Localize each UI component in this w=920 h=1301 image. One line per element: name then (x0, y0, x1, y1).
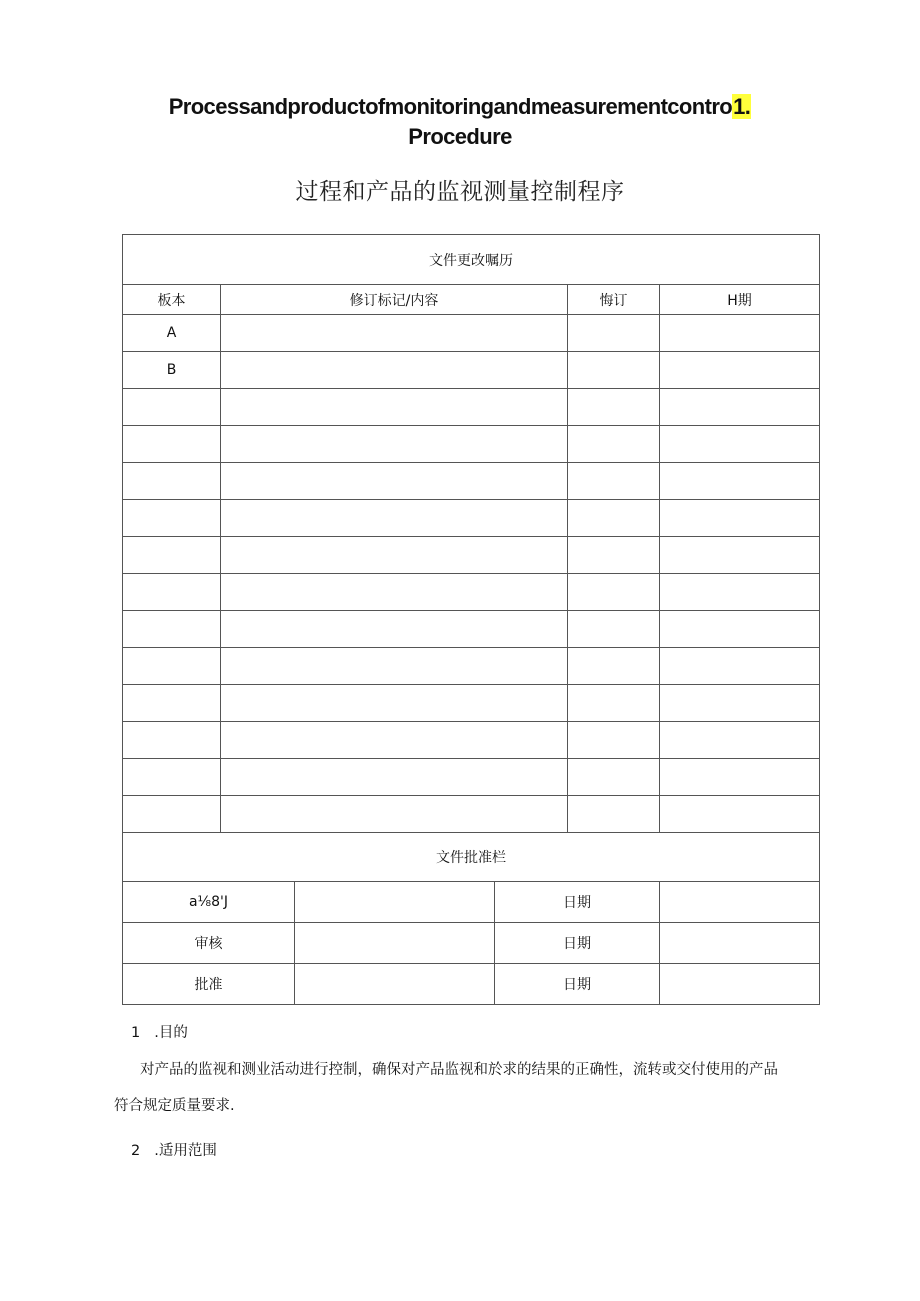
revision-version-cell (123, 426, 221, 463)
revision-reviser-cell (568, 648, 660, 685)
approval-row (123, 923, 820, 964)
section-2-number: 2 (131, 1143, 141, 1159)
approval-caption: 文件批准栏 (123, 833, 820, 882)
document-title-english (0, 92, 920, 152)
revision-version-cell (123, 574, 221, 611)
approval-date-label: 日期 (495, 882, 660, 923)
title-highlight: 1. (733, 94, 751, 119)
revision-version-cell (123, 759, 221, 796)
section-1-paragraph-line-2: 符合规定质量要求. (114, 1098, 235, 1114)
section-1-title: .目的 (154, 1025, 188, 1041)
table-row (123, 685, 820, 722)
revision-version-cell (123, 648, 221, 685)
table-row (123, 796, 820, 833)
table-row (123, 500, 820, 537)
approval-role-label: a⅛8'J (123, 882, 295, 923)
table-row (123, 759, 820, 796)
revision-date-cell (660, 611, 820, 648)
revision-version-cell (123, 500, 221, 537)
revision-reviser-cell (568, 315, 660, 352)
revision-version-cell (123, 389, 221, 426)
revision-reviser-cell (568, 537, 660, 574)
approval-signature-cell (295, 964, 495, 1005)
revision-version-cell (123, 796, 221, 833)
revision-content-cell (221, 537, 568, 574)
revision-header-row (123, 285, 820, 315)
approval-date-label: 日期 (495, 923, 660, 964)
revision-reviser-cell (568, 796, 660, 833)
revision-reviser-cell (568, 426, 660, 463)
title-line-1-main: Processandproductofmonitoringandmeasurementcontro (168, 94, 733, 119)
header-date: H期 (660, 285, 820, 315)
table-row (123, 463, 820, 500)
revision-date-cell (660, 722, 820, 759)
revision-content-cell (221, 722, 568, 759)
revision-reviser-cell (568, 463, 660, 500)
revision-reviser-cell (568, 611, 660, 648)
revision-date-cell (660, 389, 820, 426)
header-revision-content: 修订标记/内容 (221, 285, 568, 315)
revision-date-cell (660, 759, 820, 796)
revision-content-cell (221, 611, 568, 648)
table-row (123, 352, 820, 389)
revision-date-cell (660, 352, 820, 389)
approval-date-label: 日期 (495, 964, 660, 1005)
table-row (123, 722, 820, 759)
revision-date-cell (660, 796, 820, 833)
revision-date-cell (660, 315, 820, 352)
revision-date-cell (660, 500, 820, 537)
approval-signature-cell (295, 882, 495, 923)
revision-reviser-cell (568, 574, 660, 611)
revision-date-cell (660, 463, 820, 500)
table-row (123, 611, 820, 648)
approval-date-value (660, 923, 820, 964)
revision-content-cell (221, 352, 568, 389)
approval-row (123, 882, 820, 923)
table-row (123, 426, 820, 463)
table-row (123, 315, 820, 352)
approval-caption-row (123, 833, 820, 882)
revision-reviser-cell (568, 722, 660, 759)
revision-content-cell (221, 463, 568, 500)
revision-date-cell (660, 648, 820, 685)
revision-content-cell (221, 426, 568, 463)
approval-row (123, 964, 820, 1005)
revision-content-cell (221, 574, 568, 611)
revision-history-caption: 文件更改嘱历 (123, 235, 820, 285)
table-row (123, 389, 820, 426)
revision-content-cell (221, 648, 568, 685)
revision-content-cell (221, 685, 568, 722)
revision-version-cell (123, 537, 221, 574)
revision-version-cell: A (123, 315, 221, 352)
approval-role-label: 批准 (123, 964, 295, 1005)
revision-reviser-cell (568, 352, 660, 389)
revision-table (122, 234, 820, 1005)
section-1-heading (131, 1023, 188, 1043)
document-title-chinese: 过程和产品的监视测量控制程序 (295, 179, 625, 205)
revision-version-cell (123, 722, 221, 759)
header-version: 板本 (123, 285, 221, 315)
revision-reviser-cell (568, 685, 660, 722)
revision-content-cell (221, 796, 568, 833)
approval-date-value (660, 964, 820, 1005)
title-line-2: Procedure (408, 124, 512, 149)
section-1-number: 1 (131, 1025, 141, 1041)
table-row (123, 648, 820, 685)
approval-role-label: 审核 (123, 923, 295, 964)
title-line-1 (0, 92, 920, 122)
revision-date-cell (660, 426, 820, 463)
header-revised-by: 悔订 (568, 285, 660, 315)
revision-version-cell (123, 463, 221, 500)
revision-content-cell (221, 759, 568, 796)
revision-version-cell: B (123, 352, 221, 389)
approval-date-value (660, 882, 820, 923)
approval-signature-cell (295, 923, 495, 964)
table-row (123, 574, 820, 611)
section-2-title: .适用范围 (154, 1143, 217, 1159)
revision-content-cell (221, 315, 568, 352)
revision-date-cell (660, 574, 820, 611)
revision-content-cell (221, 500, 568, 537)
revision-version-cell (123, 685, 221, 722)
revision-reviser-cell (568, 389, 660, 426)
revision-content-cell (221, 389, 568, 426)
revision-date-cell (660, 537, 820, 574)
table-row (123, 537, 820, 574)
section-2-heading (131, 1141, 217, 1161)
revision-version-cell (123, 611, 221, 648)
revision-date-cell (660, 685, 820, 722)
section-1-paragraph-line-1: 对产品的监视和测业活动进行控制，确保对产品监视和於求的结果的正确性，流转或交付使用的产品 (140, 1062, 778, 1078)
revision-reviser-cell (568, 759, 660, 796)
revision-reviser-cell (568, 500, 660, 537)
